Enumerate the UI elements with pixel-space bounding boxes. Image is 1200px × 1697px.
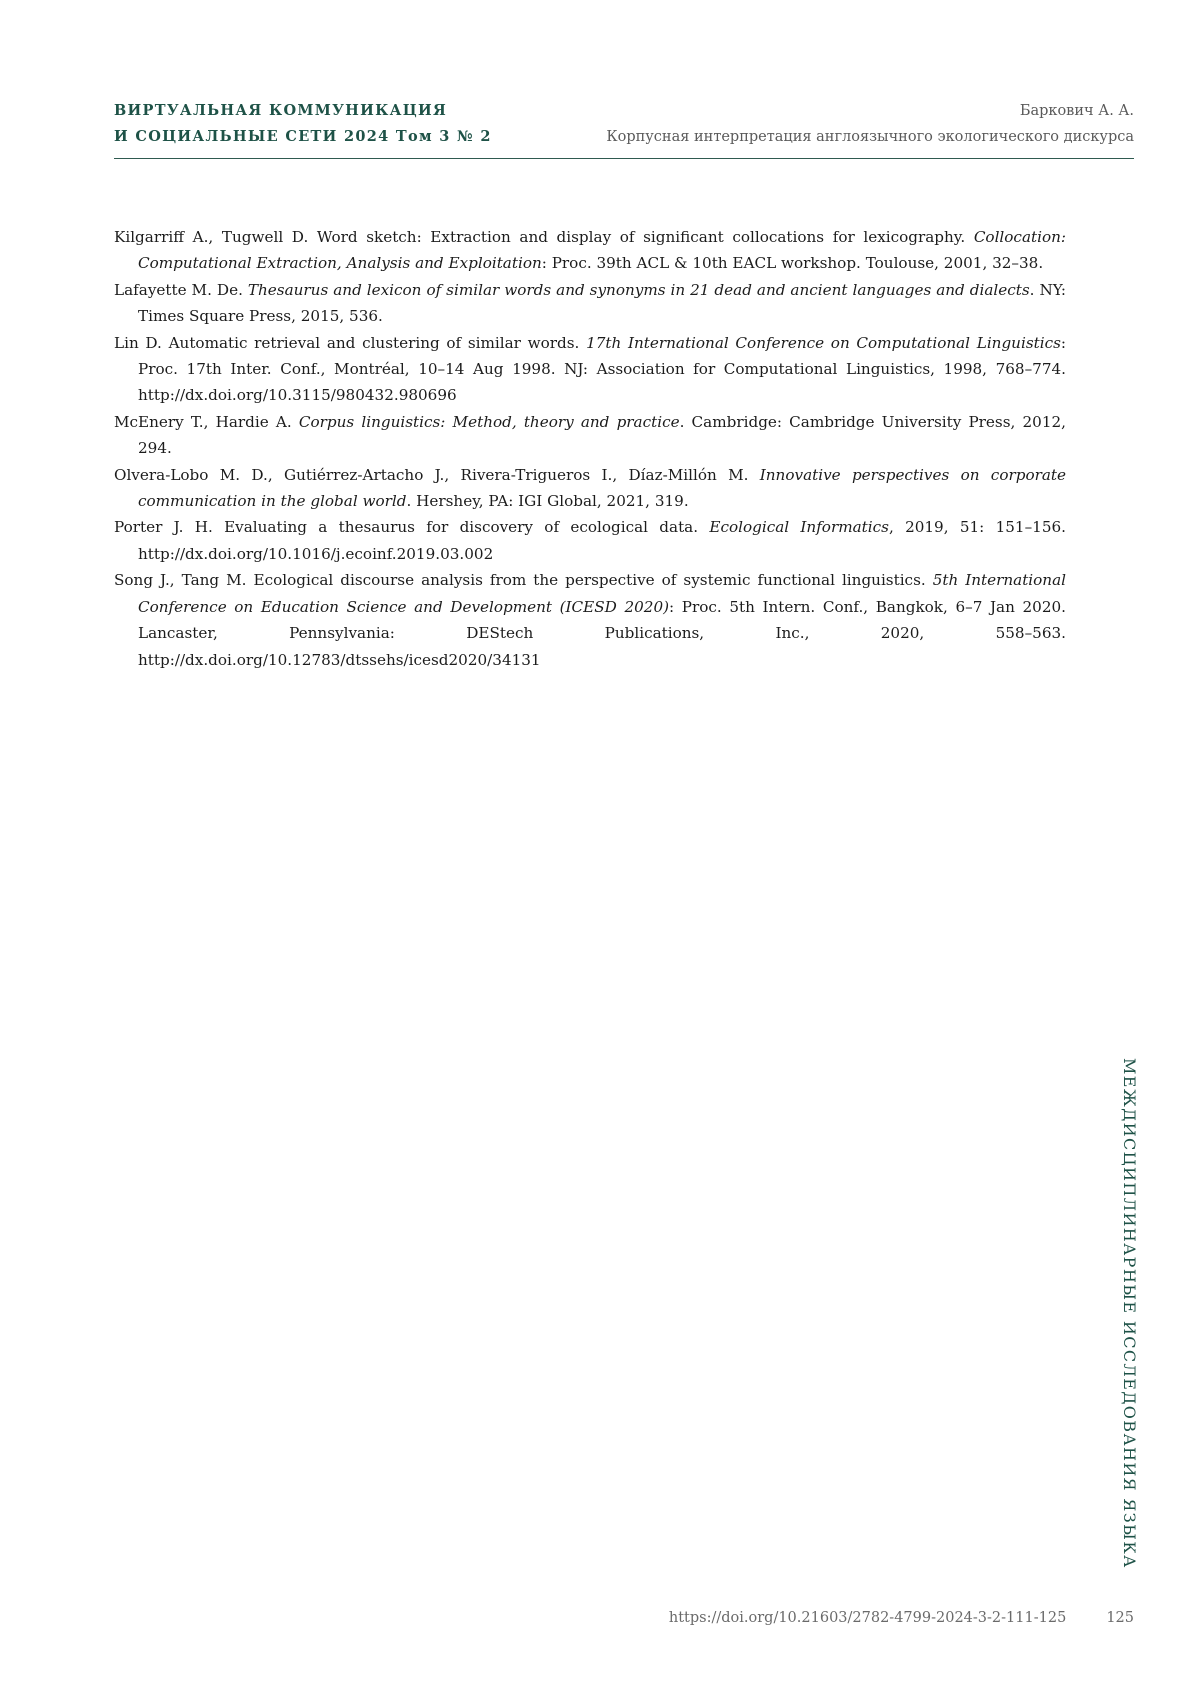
reference-entry	[114, 277, 1066, 330]
reference-details: . Hershey, PA: IGI Global, 2021, 319.	[406, 492, 689, 511]
page-footer	[669, 1610, 1134, 1626]
reference-text: Song J., Tang M. Ecological discourse analysis from the perspective of systemic functional linguistics.	[114, 571, 933, 590]
journal-title-line-2: И СОЦИАЛЬНЫЕ СЕТИ 2024 Том 3 № 2	[114, 128, 492, 145]
reference-text: Kilgarriff A., Tugwell D. Word sketch: Extraction and display of significant collocations for lexicography.	[114, 228, 974, 246]
reference-entry	[114, 462, 1066, 515]
article-title: Корпусная интерпретация англоязычного экологического дискурса	[606, 129, 1134, 145]
reference-entry	[114, 514, 1066, 567]
reference-source: Collocation: Computational Extraction, Analysis and Exploitation	[138, 228, 1066, 273]
page-header	[114, 92, 1134, 159]
reference-details: : Proc. 17th Inter. Conf., Montréal, 10–14 Aug 1998. NJ: Association for Computational Linguistics, 1998, 768–774. http://dx.doi.org/10.3115/980432.980696	[138, 333, 1066, 405]
reference-source: 17th International Conference on Computational Linguistics	[586, 333, 1061, 352]
page-number: 125	[1106, 1610, 1134, 1626]
reference-details: , 2019, 51: 151–156. http://dx.doi.org/10.1016/j.ecoinf.2019.03.002	[138, 518, 1066, 563]
reference-text: Lin D. Automatic retrieval and clustering of similar words.	[114, 333, 587, 352]
reference-text: McEnery T., Hardie A.	[114, 412, 299, 431]
running-head	[606, 98, 1134, 150]
reference-text: Lafayette M. De.	[114, 280, 248, 299]
reference-entry	[114, 224, 1066, 277]
journal-title-line-1: ВИРТУАЛЬНАЯ КОММУНИКАЦИЯ	[114, 102, 448, 119]
reference-list	[114, 224, 1066, 673]
reference-details: : Proc. 39th ACL & 10th EACL workshop. Toulouse, 2001, 32–38.	[541, 254, 1044, 273]
reference-source: Ecological Informatics	[709, 518, 889, 537]
reference-text: Porter J. H. Evaluating a thesaurus for discovery of ecological data.	[114, 518, 710, 537]
reference-entry	[114, 567, 1066, 673]
reference-entry	[114, 330, 1066, 409]
reference-source: Innovative perspectives on corporate communication in the global world	[138, 465, 1066, 511]
reference-source: 5th International Conference on Education Science and Development (ICESD 2020)	[138, 571, 1067, 616]
reference-entry	[114, 409, 1066, 462]
reference-details: . Cambridge: Cambridge University Press, 2012, 294.	[138, 412, 1066, 458]
reference-details: . NY: Times Square Press, 2015, 536.	[138, 280, 1067, 326]
reference-details: : Proc. 5th Intern. Conf., Bangkok, 6–7 Jan 2020. Lancaster, Pennsylvania: DEStech Publications, Inc., 2020, 558–563. http://dx.doi.org/10.12783/dtssehs/icesd2020/34131	[138, 597, 1066, 669]
author-name: Баркович А. А.	[1019, 103, 1134, 119]
doi-link[interactable]: https://doi.org/10.21603/2782-4799-2024-3-2-111-125	[668, 1610, 1067, 1626]
reference-text: Olvera-Lobo M. D., Gutiérrez-Artacho J., Rivera-Trigueros I., Díaz-Millón M.	[114, 465, 760, 484]
reference-source: Corpus linguistics: Method, theory and practice	[298, 412, 680, 431]
journal-title	[114, 98, 492, 150]
section-side-label: МЕЖДИСЦИПЛИНАРНЫЕ ИССЛЕДОВАНИЯ ЯЗЫКА	[1120, 1058, 1139, 1569]
reference-source: Thesaurus and lexicon of similar words and synonyms in 21 dead and ancient languages and dialects	[247, 280, 1030, 299]
